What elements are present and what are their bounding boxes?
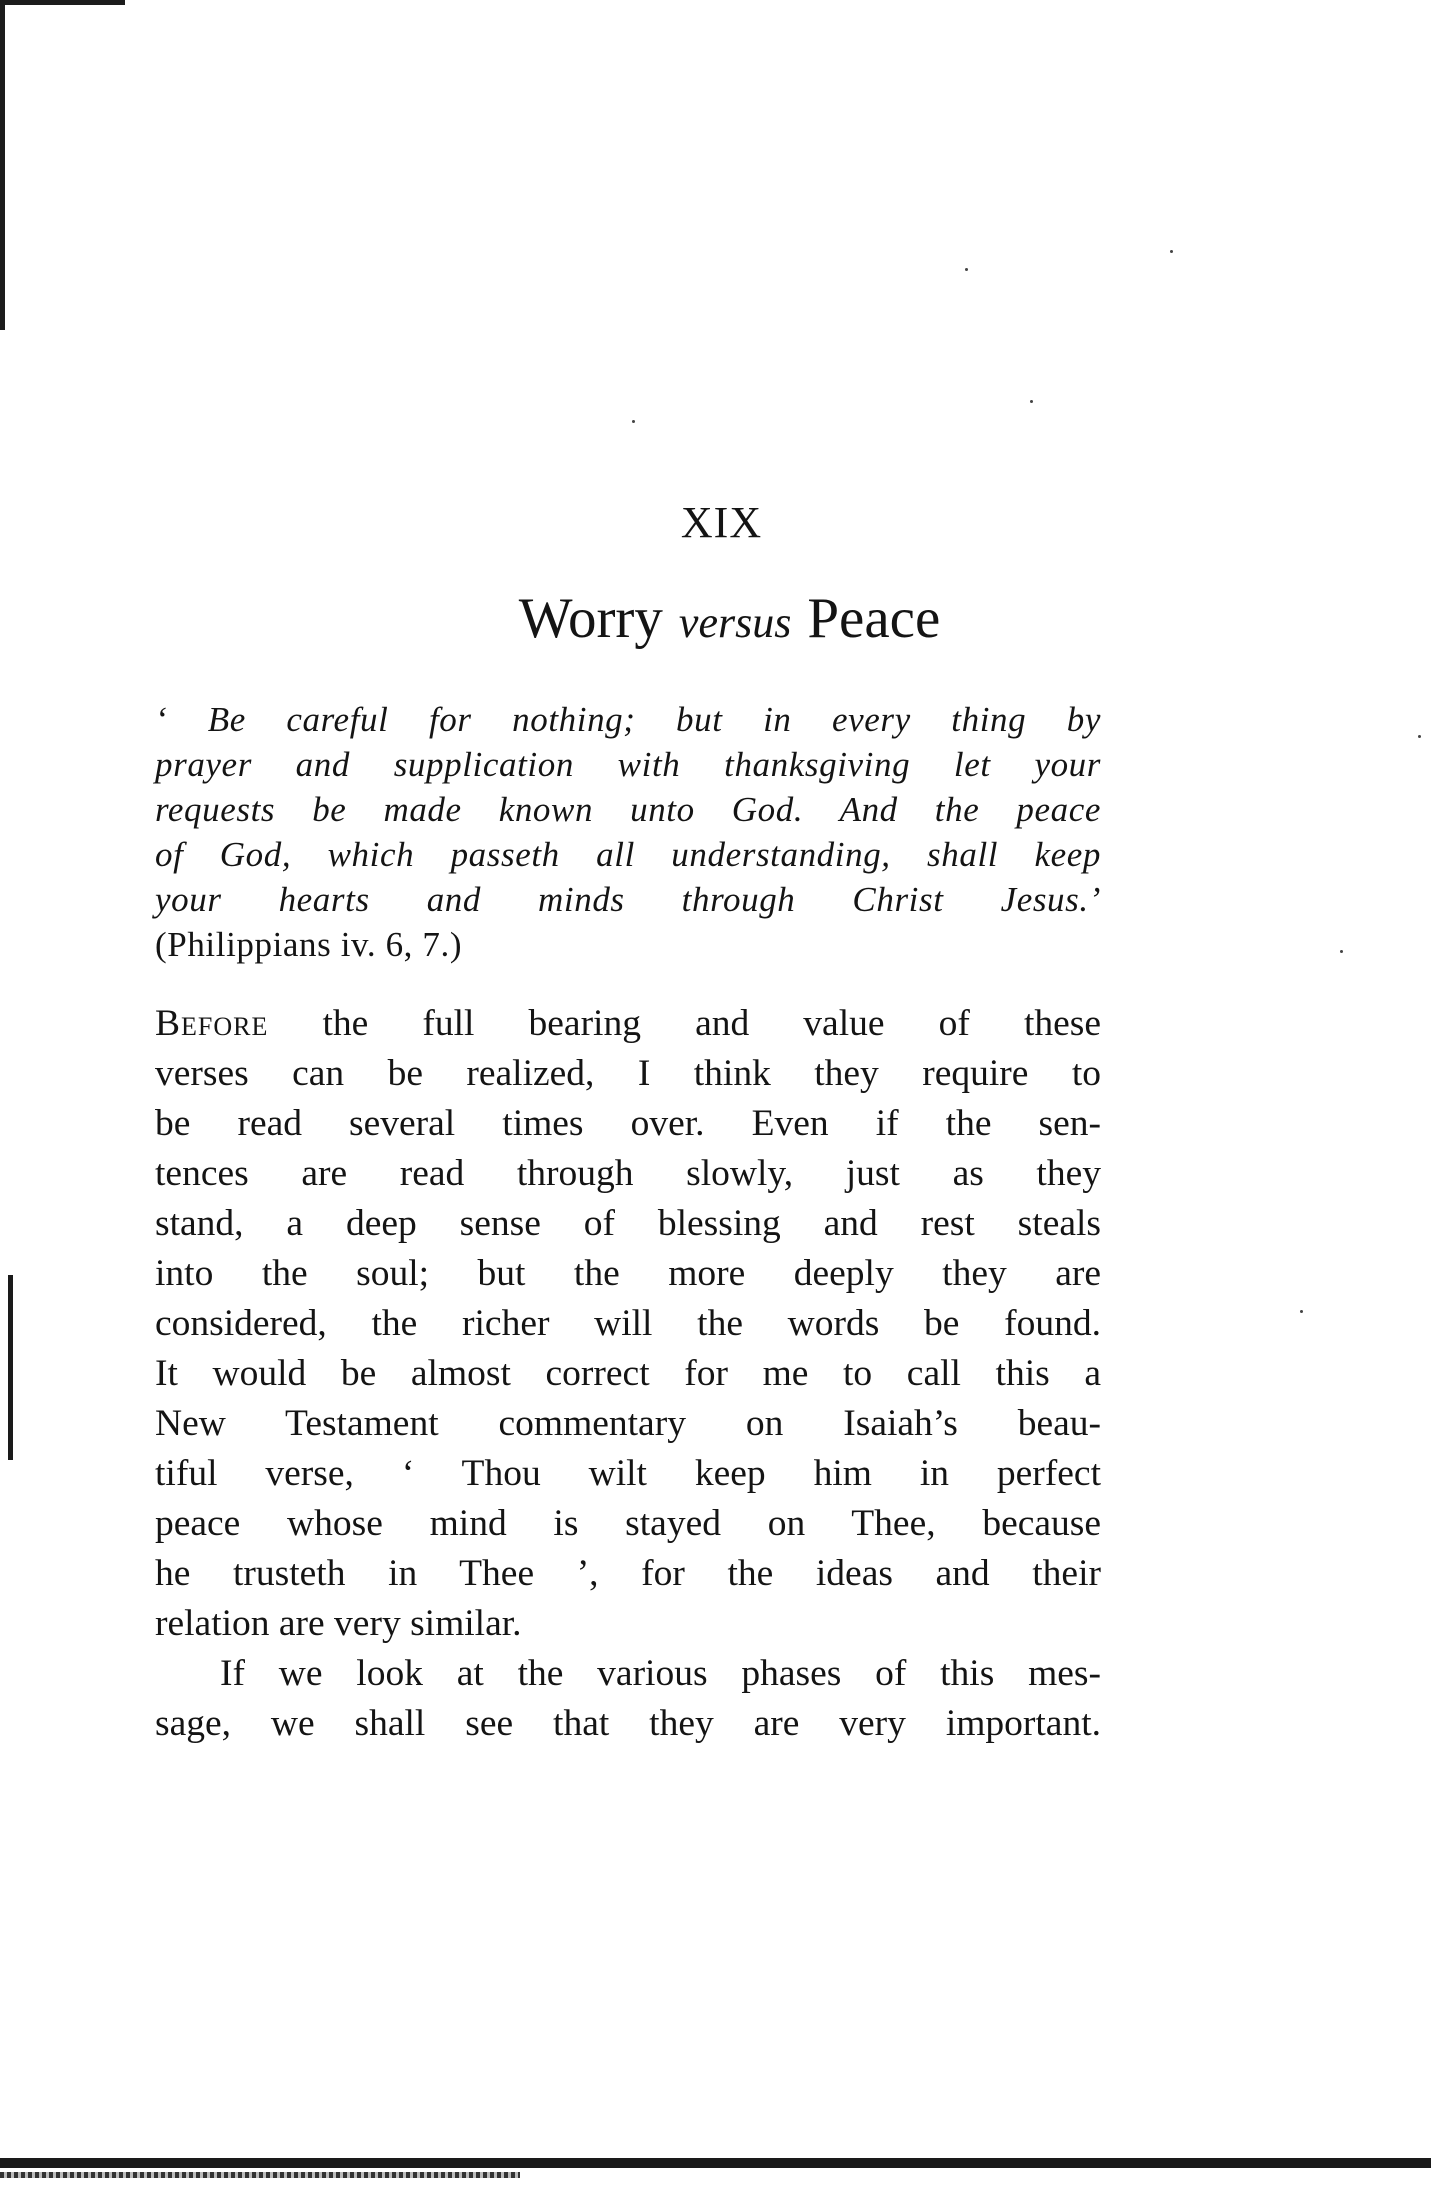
body-line: sage, we shall see that they are very important. bbox=[155, 1703, 1101, 1744]
body-line: relation are very similar. bbox=[155, 1603, 522, 1644]
body-line: If we look at the various phases of this mes- bbox=[220, 1653, 1101, 1694]
scan-edge-bottom bbox=[0, 2158, 1431, 2168]
dust-speck bbox=[1170, 250, 1173, 253]
scan-mark-left bbox=[8, 1275, 13, 1460]
dust-speck bbox=[1030, 400, 1033, 403]
body-line: peace whose mind is stayed on Thee, because bbox=[155, 1503, 1101, 1544]
body-line-rest: the full bearing and value of these bbox=[322, 1003, 1101, 1044]
body-line bbox=[155, 999, 1101, 1049]
dust-speck bbox=[965, 268, 968, 271]
scan-edge-top bbox=[0, 0, 125, 5]
chapter-title-left: Worry bbox=[518, 587, 663, 650]
scan-edge-bottom-noise bbox=[0, 2172, 520, 2178]
epigraph-line: of God, which passeth all understanding, shall keep bbox=[155, 835, 1101, 874]
body-line: tiful verse, ‘ Thou wilt keep him in perfect bbox=[155, 1453, 1101, 1494]
body-line: stand, a deep sense of blessing and rest steals bbox=[155, 1203, 1101, 1244]
epigraph-line: your hearts and minds through Christ Jesus.’ bbox=[155, 880, 1101, 919]
body-line: It would be almost correct for me to call this a bbox=[155, 1353, 1101, 1394]
dust-speck bbox=[632, 420, 635, 423]
drop-word: Before bbox=[155, 1003, 269, 1044]
body-text bbox=[155, 999, 1101, 1749]
epigraph-line: requests be made known unto God. And the peace bbox=[155, 790, 1101, 829]
body-line: tences are read through slowly, just as they bbox=[155, 1153, 1101, 1194]
epigraph-line: ‘ Be careful for nothing; but in every thing by bbox=[155, 700, 1101, 739]
epigraph bbox=[155, 697, 1101, 967]
paragraph-2 bbox=[155, 1649, 1101, 1749]
body-line: be read several times over. Even if the sen- bbox=[155, 1103, 1101, 1144]
epigraph-citation: (Philippians iv. 6, 7.) bbox=[155, 925, 463, 964]
epigraph-line: prayer and supplication with thanksgiving let your bbox=[155, 745, 1101, 784]
chapter-title-right: Peace bbox=[807, 587, 941, 650]
paragraph-1 bbox=[155, 999, 1101, 1649]
body-line: New Testament commentary on Isaiah’s beau- bbox=[155, 1403, 1101, 1444]
body-line: he trusteth in Thee ’, for the ideas and their bbox=[155, 1553, 1101, 1594]
chapter-number: XIX bbox=[680, 498, 763, 547]
body-line: considered, the richer will the words be found. bbox=[155, 1303, 1101, 1344]
dust-speck bbox=[1340, 950, 1343, 953]
dust-speck bbox=[1418, 735, 1421, 738]
dust-speck bbox=[1300, 1310, 1303, 1313]
body-line: into the soul; but the more deeply they are bbox=[155, 1253, 1101, 1294]
body-line: verses can be realized, I think they require to bbox=[155, 1053, 1101, 1094]
scan-edge-left bbox=[0, 0, 5, 330]
chapter-title-versus: versus bbox=[678, 598, 792, 647]
chapter-title bbox=[14, 586, 1431, 651]
